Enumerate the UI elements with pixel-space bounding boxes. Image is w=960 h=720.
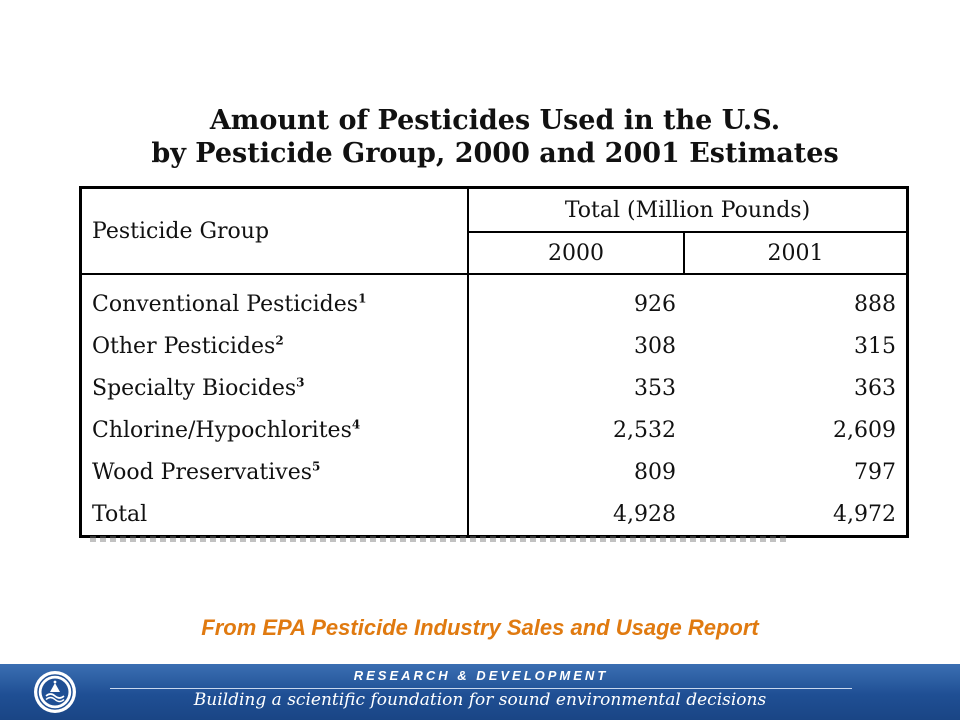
source-caption: From EPA Pesticide Industry Sales and Usage Report: [201, 615, 759, 640]
title-line-1: Amount of Pesticides Used in the U.S.: [209, 105, 781, 136]
pesticide-table: [79, 186, 909, 538]
footer-tagline: Building a scientific foundation for sound environmental decisions: [193, 690, 767, 710]
footer-heading: RESEARCH & DEVELOPMENT: [353, 668, 609, 683]
value-2000: 2,532: [612, 417, 676, 443]
value-2000: 809: [633, 459, 676, 485]
cropped-footnote: [90, 536, 790, 542]
row-label: Specialty Biocides$^3$: [81, 367, 469, 409]
row-label: Conventional Pesticides$^1$: [81, 274, 469, 325]
title-line-2: by Pesticide Group, 2000 and 2001 Estimates: [151, 138, 839, 169]
footnote-marker: 1: [358, 291, 367, 306]
footer-banner: [0, 664, 960, 720]
header-pesticide-group: Pesticide Group: [81, 188, 469, 275]
value-2000: 353: [633, 375, 676, 401]
table-row: [81, 409, 908, 451]
table-row: [81, 451, 908, 493]
row-label: Other Pesticides$^2$: [81, 325, 469, 367]
value-2000: 926: [633, 291, 676, 317]
value-2001: 888: [854, 291, 896, 317]
value-2001: 363: [854, 375, 896, 401]
slide-title: [0, 104, 960, 170]
row-label: Chlorine/Hypochlorites$^4$: [81, 409, 469, 451]
table-row: [81, 367, 908, 409]
footer-divider: [110, 688, 852, 689]
header-year-2001: 2001: [684, 232, 908, 274]
table-row: [81, 274, 908, 325]
value-2001: 2,609: [833, 417, 896, 443]
row-label: Total: [81, 493, 469, 537]
value-2000: 308: [633, 333, 676, 359]
header-year-2000: 2000: [468, 232, 684, 274]
row-label: Wood Preservatives$^5$: [81, 451, 469, 493]
table-header-row: [81, 188, 908, 233]
value-2001: 315: [854, 333, 896, 359]
footnote-marker: 2: [275, 333, 284, 348]
footnote-marker: 3: [296, 375, 305, 390]
footnote-marker: 4: [351, 417, 361, 432]
table-row: [81, 325, 908, 367]
value-2000: 4,928: [612, 501, 676, 527]
value-2001: 4,972: [833, 501, 896, 527]
header-total: Total (Million Pounds): [468, 188, 908, 233]
table-row-total: [81, 493, 908, 537]
footnote-marker: 5: [312, 459, 321, 474]
value-2001: 797: [854, 459, 896, 485]
